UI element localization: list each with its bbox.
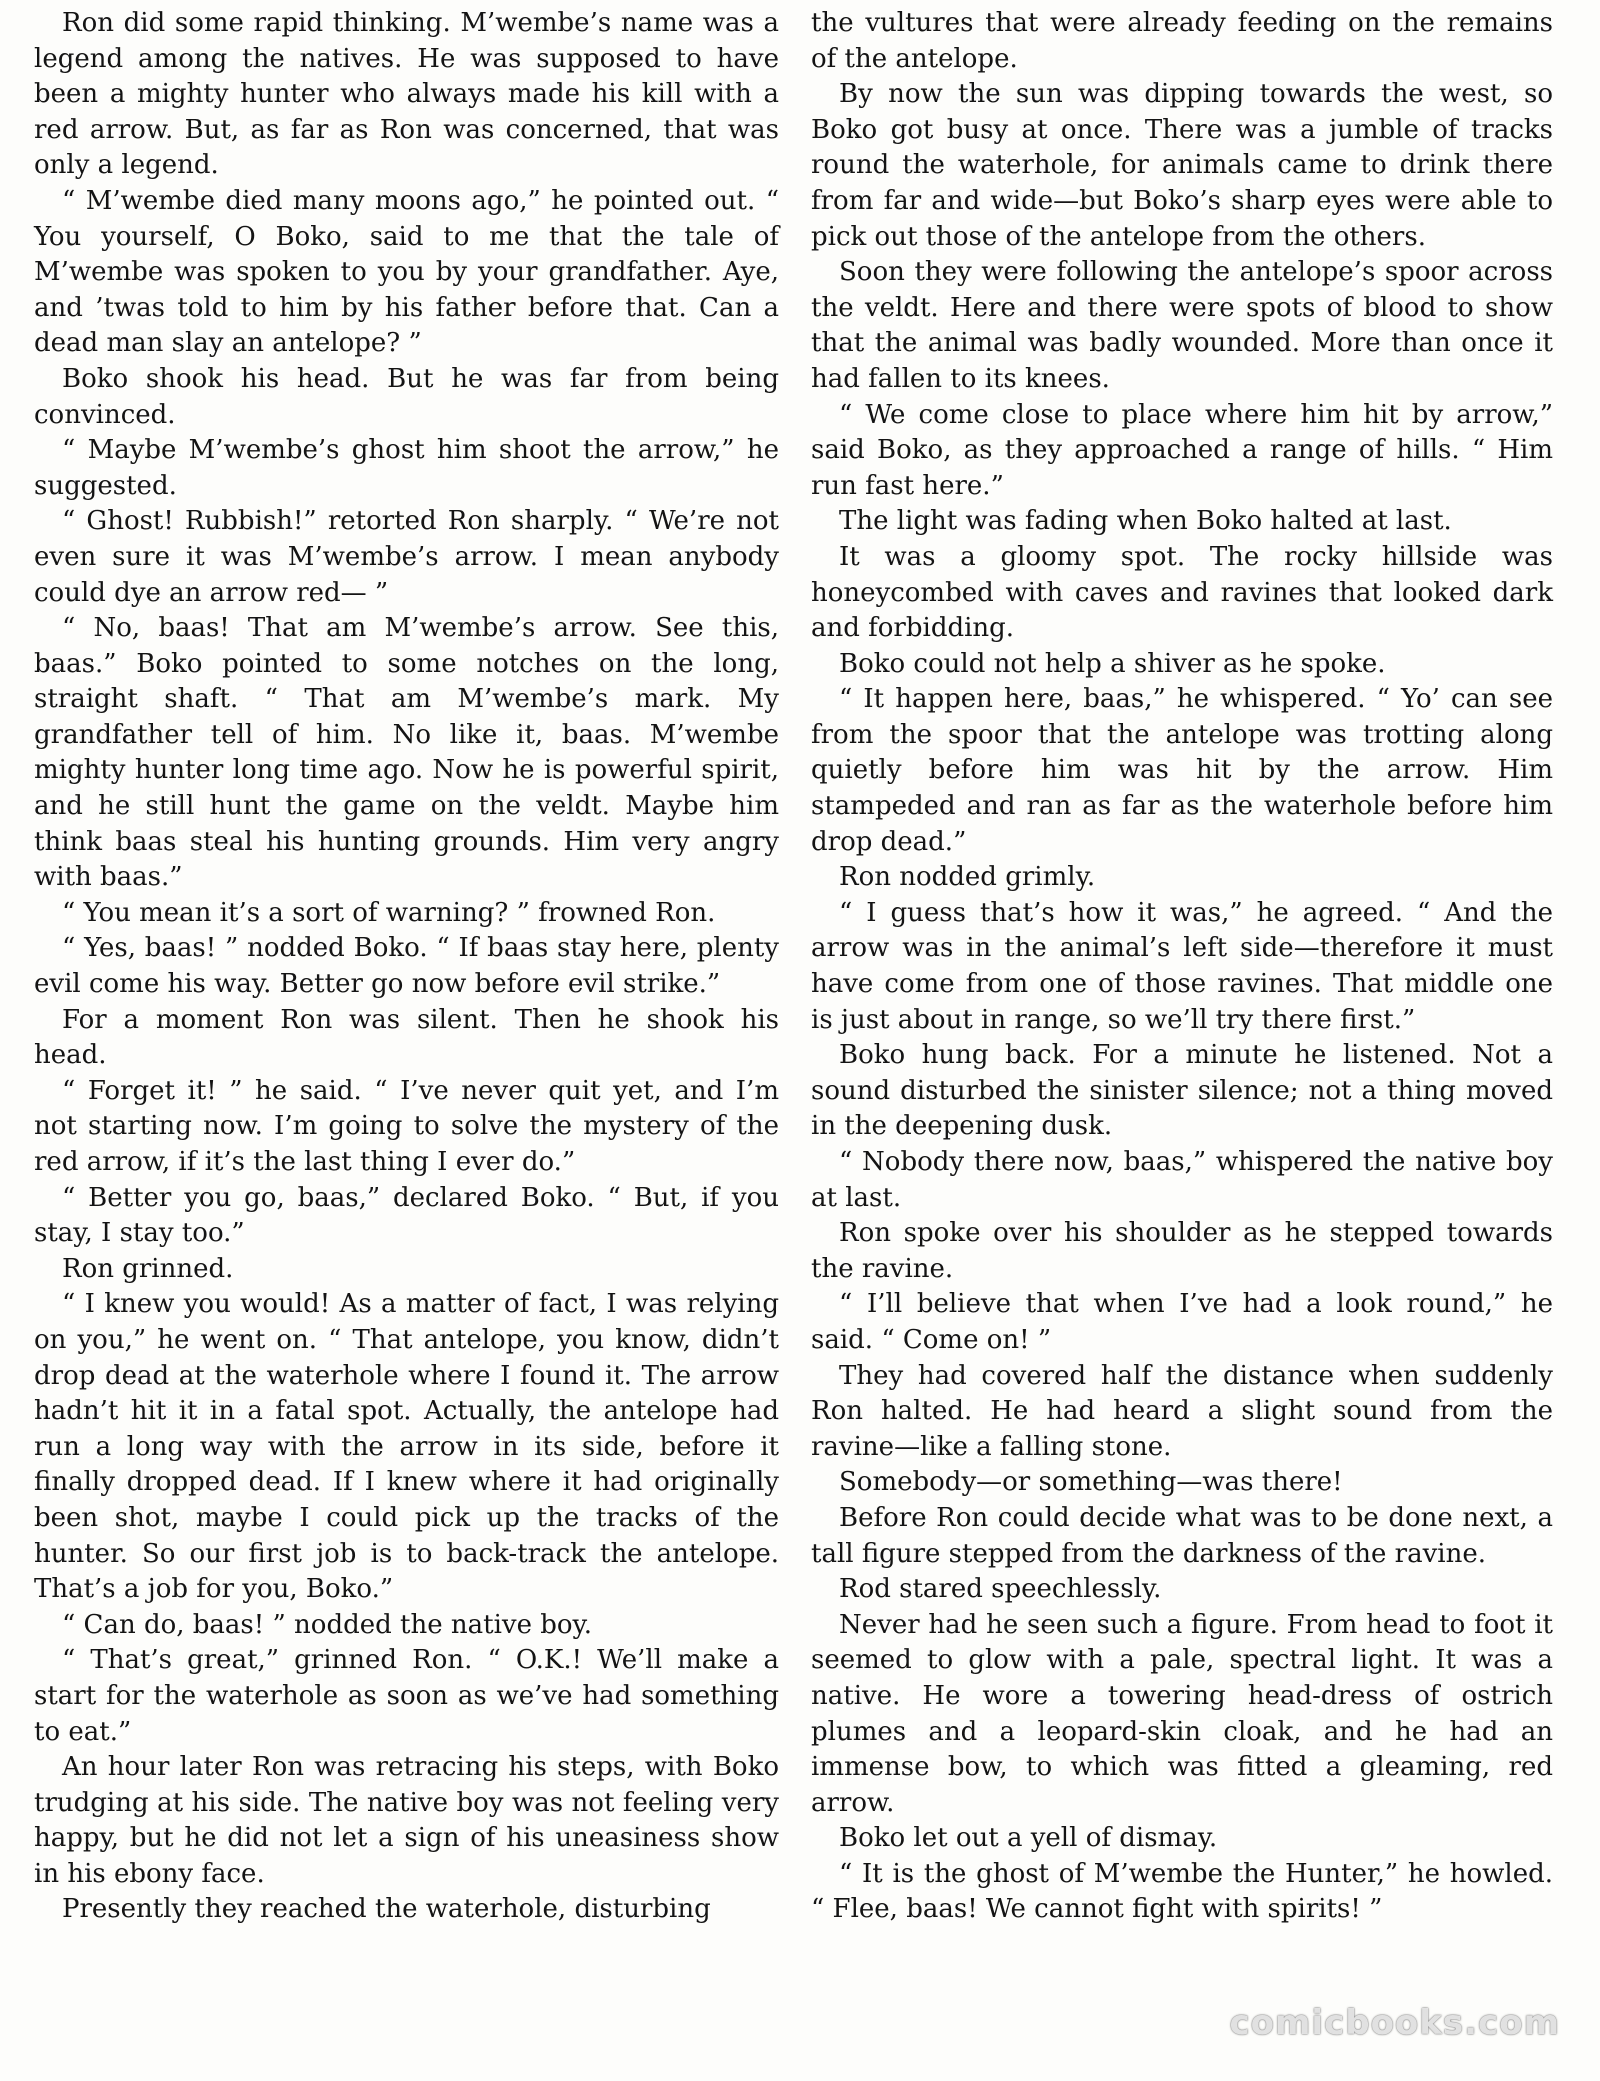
paragraph: Ron spoke over his shoulder as he stepped towards the ravine. xyxy=(811,1218,1553,1284)
paragraph: Ron grinned. xyxy=(62,1253,234,1284)
paragraph: “ Ghost! Rubbish!” retorted Ron sharply. “ We’re not even sure it was M’wembe’s arrow. I mean anybody could dye an arrow red— ” xyxy=(34,506,779,608)
paragraph: Presently they reached the waterhole, disturbing xyxy=(62,1894,711,1925)
paragraph: “ You mean it’s a sort of warning? ” frowned Ron. xyxy=(62,897,716,928)
paragraph: Rod stared speechlessly. xyxy=(839,1574,1162,1605)
paragraph: “ Better you go, baas,” declared Boko. “ But, if you stay, I stay too.” xyxy=(34,1182,779,1249)
paragraph: “ Maybe M’wembe’s ghost him shoot the arrow,” he suggested. xyxy=(34,435,779,501)
paragraph: “ I guess that’s how it was,” he agreed. “ And the arrow was in the animal’s left side—therefore it must have come from one of those ravines. That middle one is just about in range, so we’ll try there first.” xyxy=(811,897,1553,1035)
paragraph: For a moment Ron was silent. Then he shook his head. xyxy=(34,1004,779,1071)
paragraph: They had covered half the distance when suddenly Ron halted. He had heard a slight sound from the ravine—like a falling stone. xyxy=(811,1360,1553,1462)
paragraph: Soon they were following the antelope’s spoor across the veldt. Here and there were spots of blood to show that the animal was badly wounded. More than once it had fallen to its knees. xyxy=(811,257,1553,394)
right-text-column xyxy=(811,6,1553,1928)
paragraph: An hour later Ron was retracing his steps, with Boko trudging at his side. The native boy was not feeling very happy, but he did not let a sign of his uneasiness show in his ebony face. xyxy=(34,1752,779,1889)
paragraph: Boko shook his head. But he was far from being convinced. xyxy=(34,363,779,430)
paragraph: Ron nodded grimly. xyxy=(839,862,1096,893)
paragraph: The light was fading when Boko halted at last. xyxy=(839,506,1452,537)
paragraph: It was a gloomy spot. The rocky hillside was honeycombed with caves and ravines that looked dark and forbidding. xyxy=(811,541,1553,644)
paragraph: “ No, baas! That am M’wembe’s arrow. See this, baas.” Boko pointed to some notches on the long, straight shaft. “ That am M’wembe’s mark. My grandfather tell of him. No like it, baas. M’wembe mighty hunter long time ago. Now he is powerful spirit, and he still hunt the game on the veldt. Maybe him think baas steal his hunting grounds. Him very angry with baas.” xyxy=(34,613,779,893)
paragraph: By now the sun was dipping towards the west, so Boko got busy at once. There was a jumble of tracks round the waterhole, for animals came to drink there from far and wide—but Boko’s sharp eyes were able to pick out those of the antelope from the others. xyxy=(811,79,1553,252)
paragraph: Boko hung back. For a minute he listened. Not a sound disturbed the sinister silence; not a thing moved in the deepening dusk. xyxy=(811,1040,1553,1142)
paragraph: “ We come close to place where him hit by arrow,” said Boko, as they approached a range of hills. “ Him run fast here.” xyxy=(811,399,1553,501)
paragraph: “ Yes, baas! ” nodded Boko. “ If baas stay here, plenty evil come his way. Better go now before evil strike.” xyxy=(34,933,779,1000)
paragraph: Ron did some rapid thinking. M’wembe’s name was a legend among the natives. He was supposed to have been a mighty hunter who always made his kill with a red arrow. But, as far as Ron was concerned, that was only a legend. xyxy=(34,8,779,181)
paragraph: “ That’s great,” grinned Ron. “ O.K.! We’ll make a start for the waterhole as soon as we’ve had something to eat.” xyxy=(34,1645,779,1747)
paragraph: Boko could not help a shiver as he spoke. xyxy=(839,648,1386,679)
paragraph: “ It happen here, baas,” he whispered. “ Yo’ can see from the spoor that the antelope was trotting along quietly before him was hit by the arrow. Him stampeded and ran as far as the waterhole before him drop dead.” xyxy=(811,684,1553,857)
left-text-column xyxy=(34,6,779,1928)
paragraph: “ Can do, baas! ” nodded the native boy. xyxy=(62,1609,593,1640)
paragraph: “ It is the ghost of M’wembe the Hunter,” he howled. “ Flee, baas! We cannot fight with spirits! ” xyxy=(811,1858,1553,1925)
paragraph: “ Forget it! ” he said. “ I’ve never quit yet, and I’m not starting now. I’m going to solve the mystery of the red arrow, if it’s the last thing I ever do.” xyxy=(34,1075,779,1177)
paragraph: Before Ron could decide what was to be done next, a tall figure stepped from the darkness of the ravine. xyxy=(811,1502,1553,1569)
site-watermark: comicbooks.com xyxy=(1229,2003,1560,2043)
paragraph: “ M’wembe died many moons ago,” he pointed out. “ You yourself, O Boko, said to me that the tale of M’wembe was spoken to you by your grandfather. Aye, and ’twas told to him by his father before that. Can a dead man slay an antelope? ” xyxy=(34,185,779,359)
continued-paragraph: the vultures that were already feeding on the remains of the antelope. xyxy=(811,8,1553,74)
paragraph: Never had he seen such a figure. From head to foot it seemed to glow with a pale, spectral light. It was a native. He wore a towering head-dress of ostrich plumes and a leopard-skin cloak, and he had an immense bow, to which was fitted a gleaming, red arrow. xyxy=(811,1609,1553,1818)
paragraph: Somebody—or something—was there! xyxy=(839,1467,1343,1498)
paragraph: “ Nobody there now, baas,” whispered the native boy at last. xyxy=(811,1147,1553,1213)
paragraph: Boko let out a yell of dismay. xyxy=(839,1823,1218,1854)
paragraph: “ I knew you would! As a matter of fact, I was relying on you,” he went on. “ That antelope, you know, didn’t drop dead at the waterhole where I found it. The arrow hadn’t hit it in a fatal spot. Actually, the antelope had run a long way with the arrow in its side, before it finally dropped dead. If I knew where it had originally been shot, maybe I could pick up the tracks of the hunter. So our first job is to back-track the antelope. That’s a job for you, Boko.” xyxy=(34,1289,779,1605)
paragraph: “ I’ll believe that when I’ve had a look round,” he said. “ Come on! ” xyxy=(811,1289,1553,1355)
